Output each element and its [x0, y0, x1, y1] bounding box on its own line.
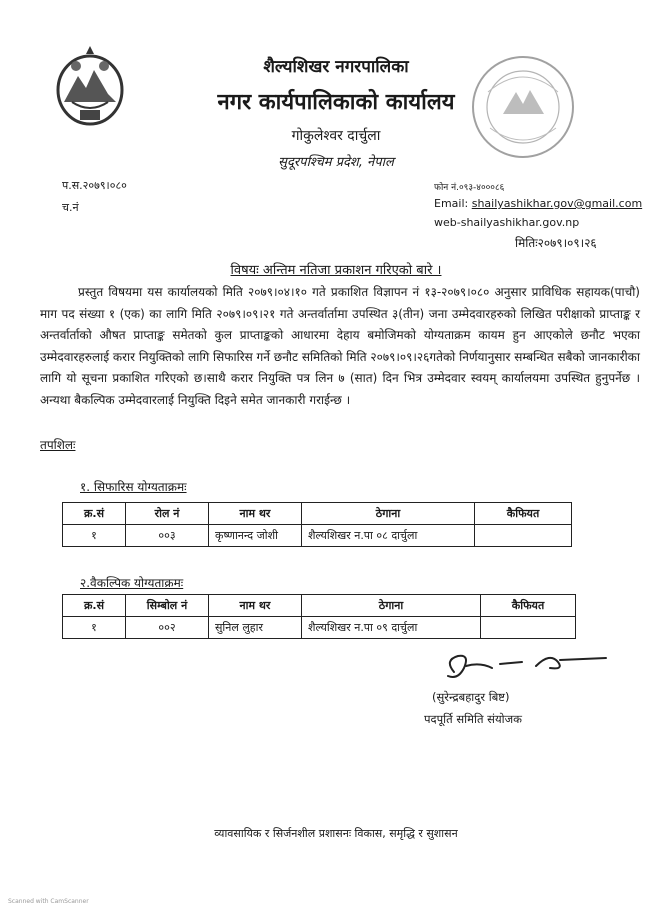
- cell-name: सुनिल लुहार: [209, 617, 302, 639]
- email-label: Email:: [434, 197, 469, 210]
- body-paragraph: प्रस्तुत विषयमा यस कार्यालयको मिति २०७९।०४।१० गते प्रकाशित विज्ञापन नं १३-२०७९।०८० अनुसार प्राविधिक सहायक(पाचौ) माग पद संख्या १ (एक) का लागि मिति २०७९।०९।२१ गते अन्तर्वार्तामा उपस्थित ३(तीन) जना उम्मेदवारहरुको लिखित परीक्षाको प्राप्ताङ्क र अन्तर्वार्ताको औषत प्राप्ताङ्क समेतको कुल प्राप्ताङ्कको आधारमा देहाय बमोजिमको योग्यताक्रम कायम हुन आएकोले छनौट भएका उम्मेदवारहरुलाई करार नियुक्तिको लागि सिफारिस गर्ने छनौट समितिको मिति २०७९।०९।२६गतेको निर्णयानुसार सम्बन्धित सबैको जानकारीका लागि यो सूचना प्रकाशित गरिएको छ।साथै करार नियुक्ति पत्र लिन ७ (सात) दिन भित्र उम्मेदवार स्वयम् कार्यालयमा उपस्थित हुनुपर्नेछ ।अन्यथा बैकल्पिक उम्मेदवारलाई नियुक्ति दिइने समेत जानकारी गराईन्छ ।: [40, 285, 640, 407]
- col-remarks: कैफियत: [475, 503, 572, 525]
- col-roll: रोल नं: [126, 503, 209, 525]
- alternate-table: [62, 594, 576, 639]
- col-symbol: सिम्बोल नं: [126, 595, 209, 617]
- col-address: ठेगाना: [302, 595, 481, 617]
- col-sn: क्र.सं: [63, 595, 126, 617]
- col-address: ठेगाना: [302, 503, 475, 525]
- cell-address: शैल्यशिखर न.पा ०८ दार्चुला: [302, 525, 475, 547]
- cell-address: शैल्यशिखर न.पा ०९ दार्चुला: [302, 617, 481, 639]
- office-location: गोकुलेश्वर दार्चुला: [291, 128, 381, 144]
- website[interactable]: web-shailyashikhar.gov.np: [434, 216, 580, 229]
- footer-motto: व्यावसायिक र सिर्जनशील प्रशासनः विकास, समृद्धि र सुशासन: [214, 827, 458, 840]
- table-header-row: [63, 503, 572, 525]
- cell-roll: ००३: [126, 525, 209, 547]
- cell-symbol: ००२: [126, 617, 209, 639]
- notice-body: [40, 282, 640, 411]
- letter-date: मितिः२०७९।०९।२६: [515, 236, 597, 250]
- recommended-table: [62, 502, 572, 547]
- table-row: [63, 617, 576, 639]
- col-remarks: कैफियत: [481, 595, 576, 617]
- table1-title: १. सिफारिस योग्यताक्रमः: [80, 480, 187, 494]
- table2-title: २.वैकल्पिक योग्यताक्रमः: [80, 576, 184, 590]
- province-name: सुदूरपश्चिम प्रदेश, नेपाल: [278, 155, 394, 170]
- signatory-name: (सुरेन्द्रबहादुर बिष्ट): [432, 690, 510, 704]
- email-line: [434, 197, 642, 210]
- signatory-designation: पदपूर्ति समिति संयोजक: [424, 712, 522, 726]
- subject-line: विषयः अन्तिम नतिजा प्रकाशन गरिएको बारे ।: [230, 263, 442, 278]
- scanner-watermark: Scanned with CamScanner: [8, 898, 89, 905]
- office-name: नगर कार्यपालिकाको कार्यालय: [217, 90, 455, 115]
- details-label: तपशिलः: [40, 438, 76, 452]
- cell-name: कृष्णानन्द जोशी: [209, 525, 302, 547]
- table-row: [63, 525, 572, 547]
- cell-sn: १: [63, 617, 126, 639]
- cell-remarks: [481, 617, 576, 639]
- col-name: नाम थर: [209, 503, 302, 525]
- cell-remarks: [475, 525, 572, 547]
- cell-sn: १: [63, 525, 126, 547]
- col-name: नाम थर: [209, 595, 302, 617]
- table-header-row: [63, 595, 576, 617]
- dispatch-number: च.नं: [62, 201, 79, 214]
- phone-number: फोन नं.०९३-४०००८६: [434, 183, 505, 193]
- col-sn: क्र.सं: [63, 503, 126, 525]
- municipality-name: शैल्यशिखर नगरपालिका: [263, 57, 409, 77]
- email-link[interactable]: shailyashikhar.gov@gmail.com: [471, 197, 643, 210]
- reference-number: प.स.२०७९।०८०: [62, 179, 127, 192]
- signature-mark: [440, 646, 610, 686]
